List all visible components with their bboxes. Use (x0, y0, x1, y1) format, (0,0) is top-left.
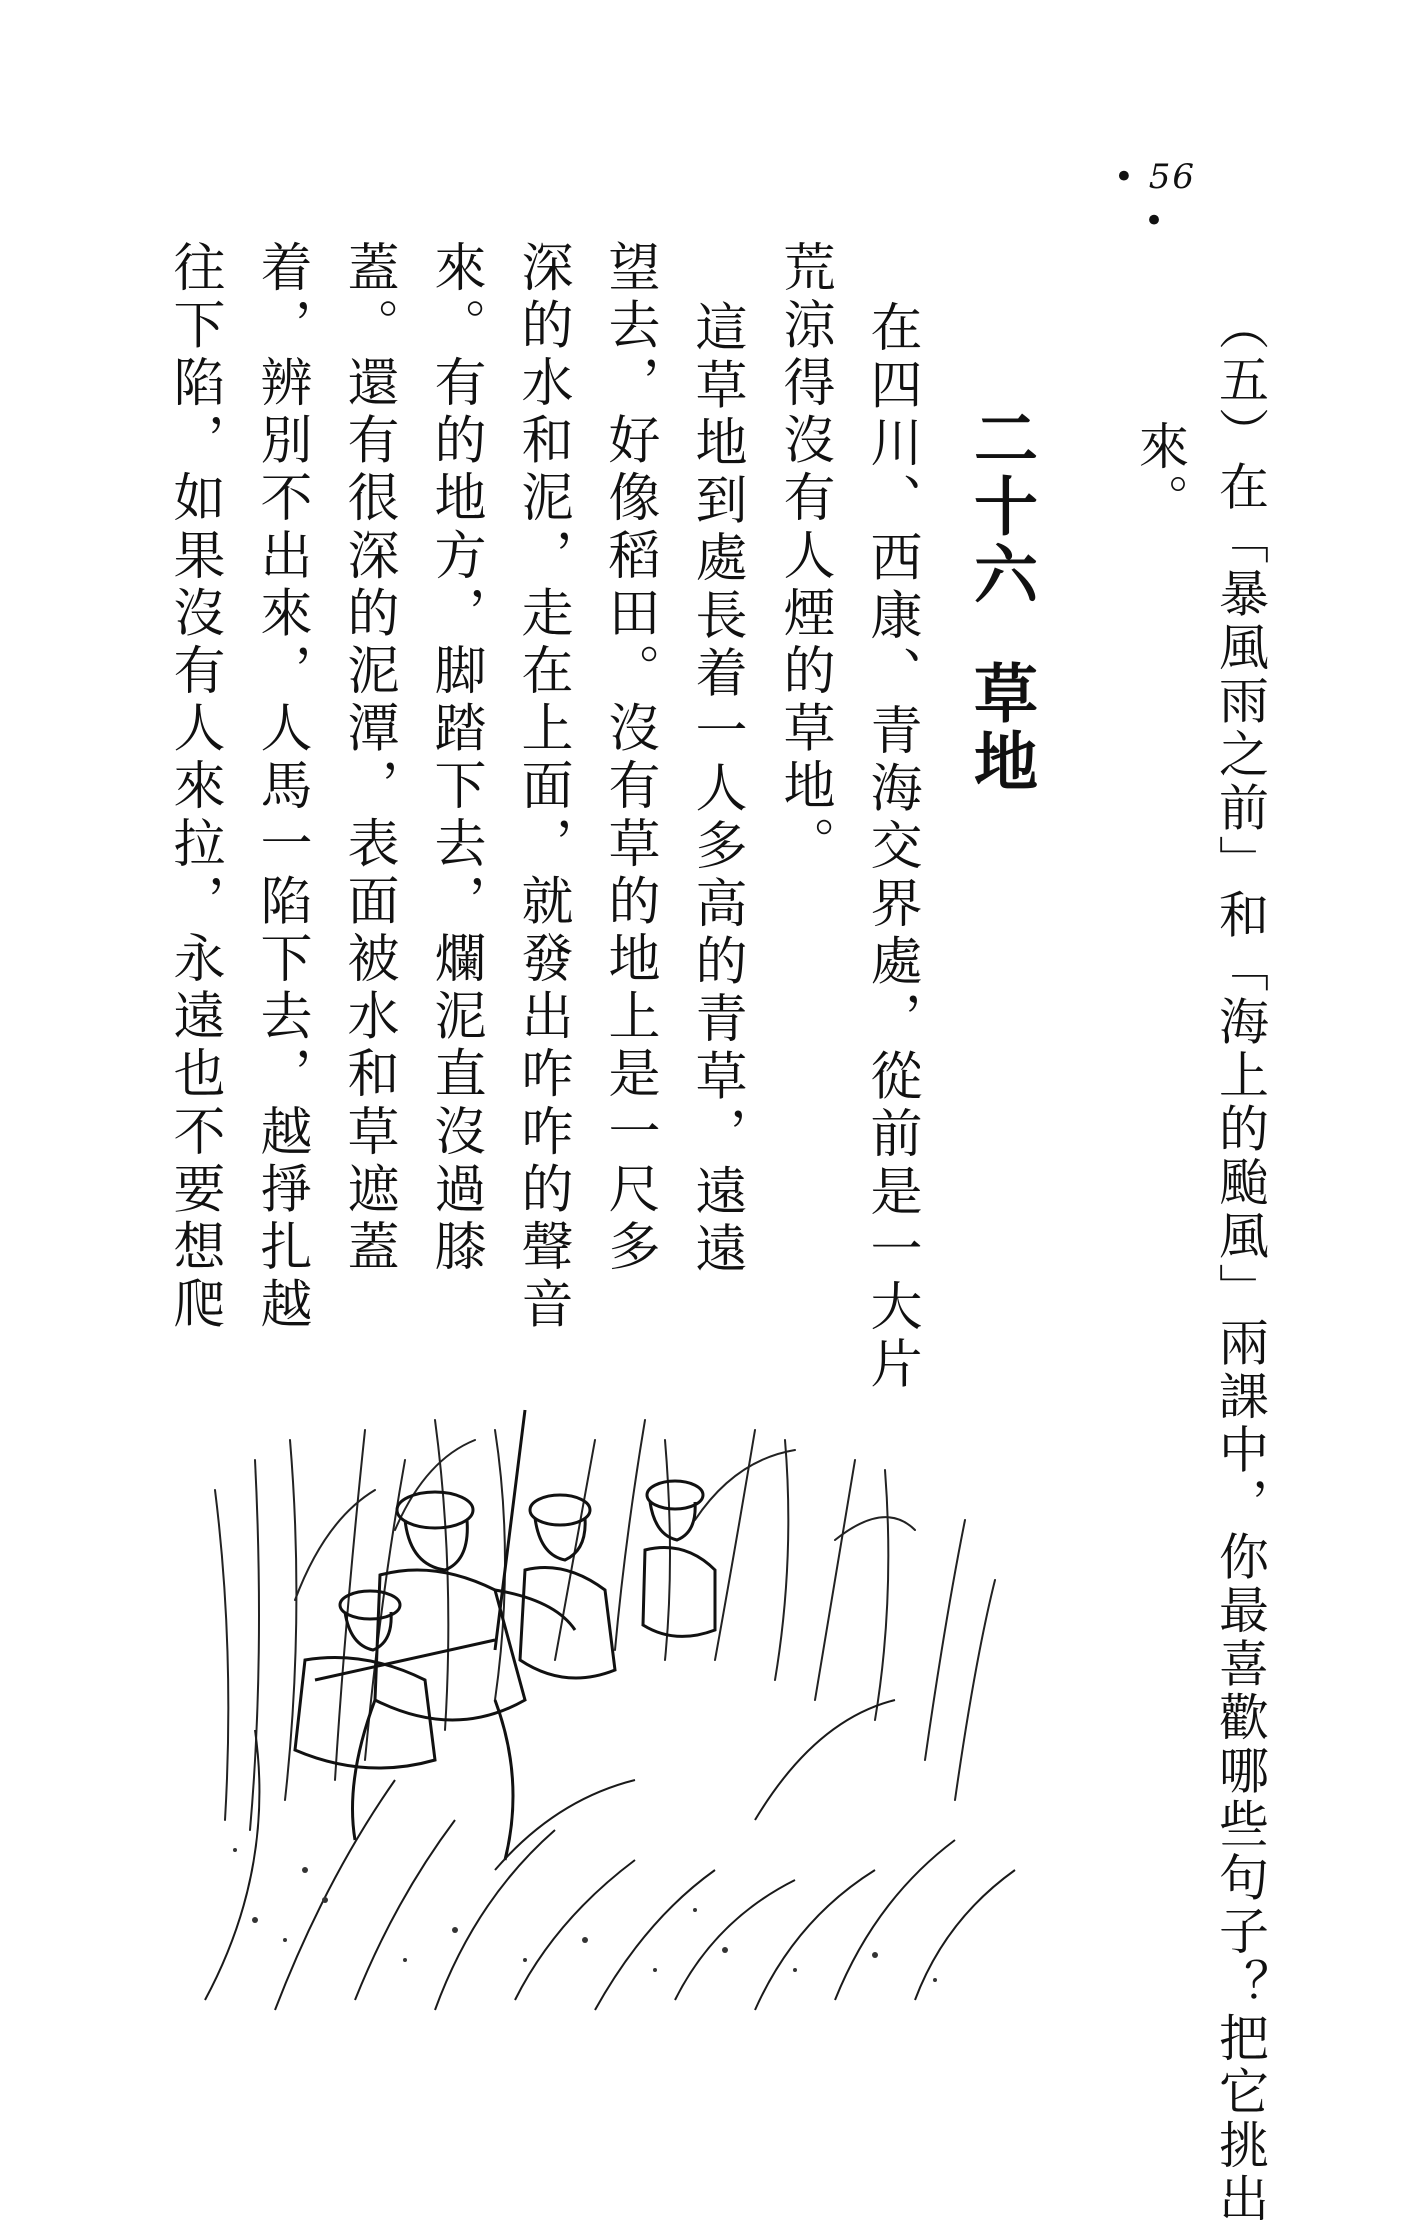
paragraph-line: 蓋。還有很深的泥潭，表面被水和草遮蓋 (338, 240, 398, 1277)
paragraph-line: 在四川、西康、青海交界處，從前是一大片 (861, 300, 921, 1395)
paragraph-line: 這草地到處長着一人多高的青草，遠遠 (686, 300, 746, 1280)
paragraph-line: 着，辨別不出來，人馬一陷下去，越掙扎越 (251, 240, 311, 1335)
paragraph-line: 深的水和泥，走在上面，就發出咋咋的聲音 (512, 240, 572, 1335)
exercise-line: （五）在「暴風雨之前」和「海上的颱風」兩課中，你最喜歡哪些句子？把它挑出 (1211, 300, 1269, 2226)
grassland-illustration (195, 1400, 1025, 2020)
paragraph-line: 望去，好像稻田。沒有草的地上是一尺多 (599, 240, 659, 1277)
exercise-line: 來。 (1131, 420, 1189, 527)
lesson-number: 二十六 (963, 405, 1038, 609)
lesson-title: 草地 (963, 660, 1038, 796)
paragraph-line: 荒涼得沒有人煙的草地。 (774, 240, 834, 874)
paragraph-line: 來。有的地方，脚踏下去，爛泥直沒過膝 (425, 240, 485, 1277)
page-number: • 56 • (1113, 157, 1197, 241)
paragraph-line: 往下陷，如果沒有人來拉，永遠也不要想爬 (164, 240, 224, 1335)
